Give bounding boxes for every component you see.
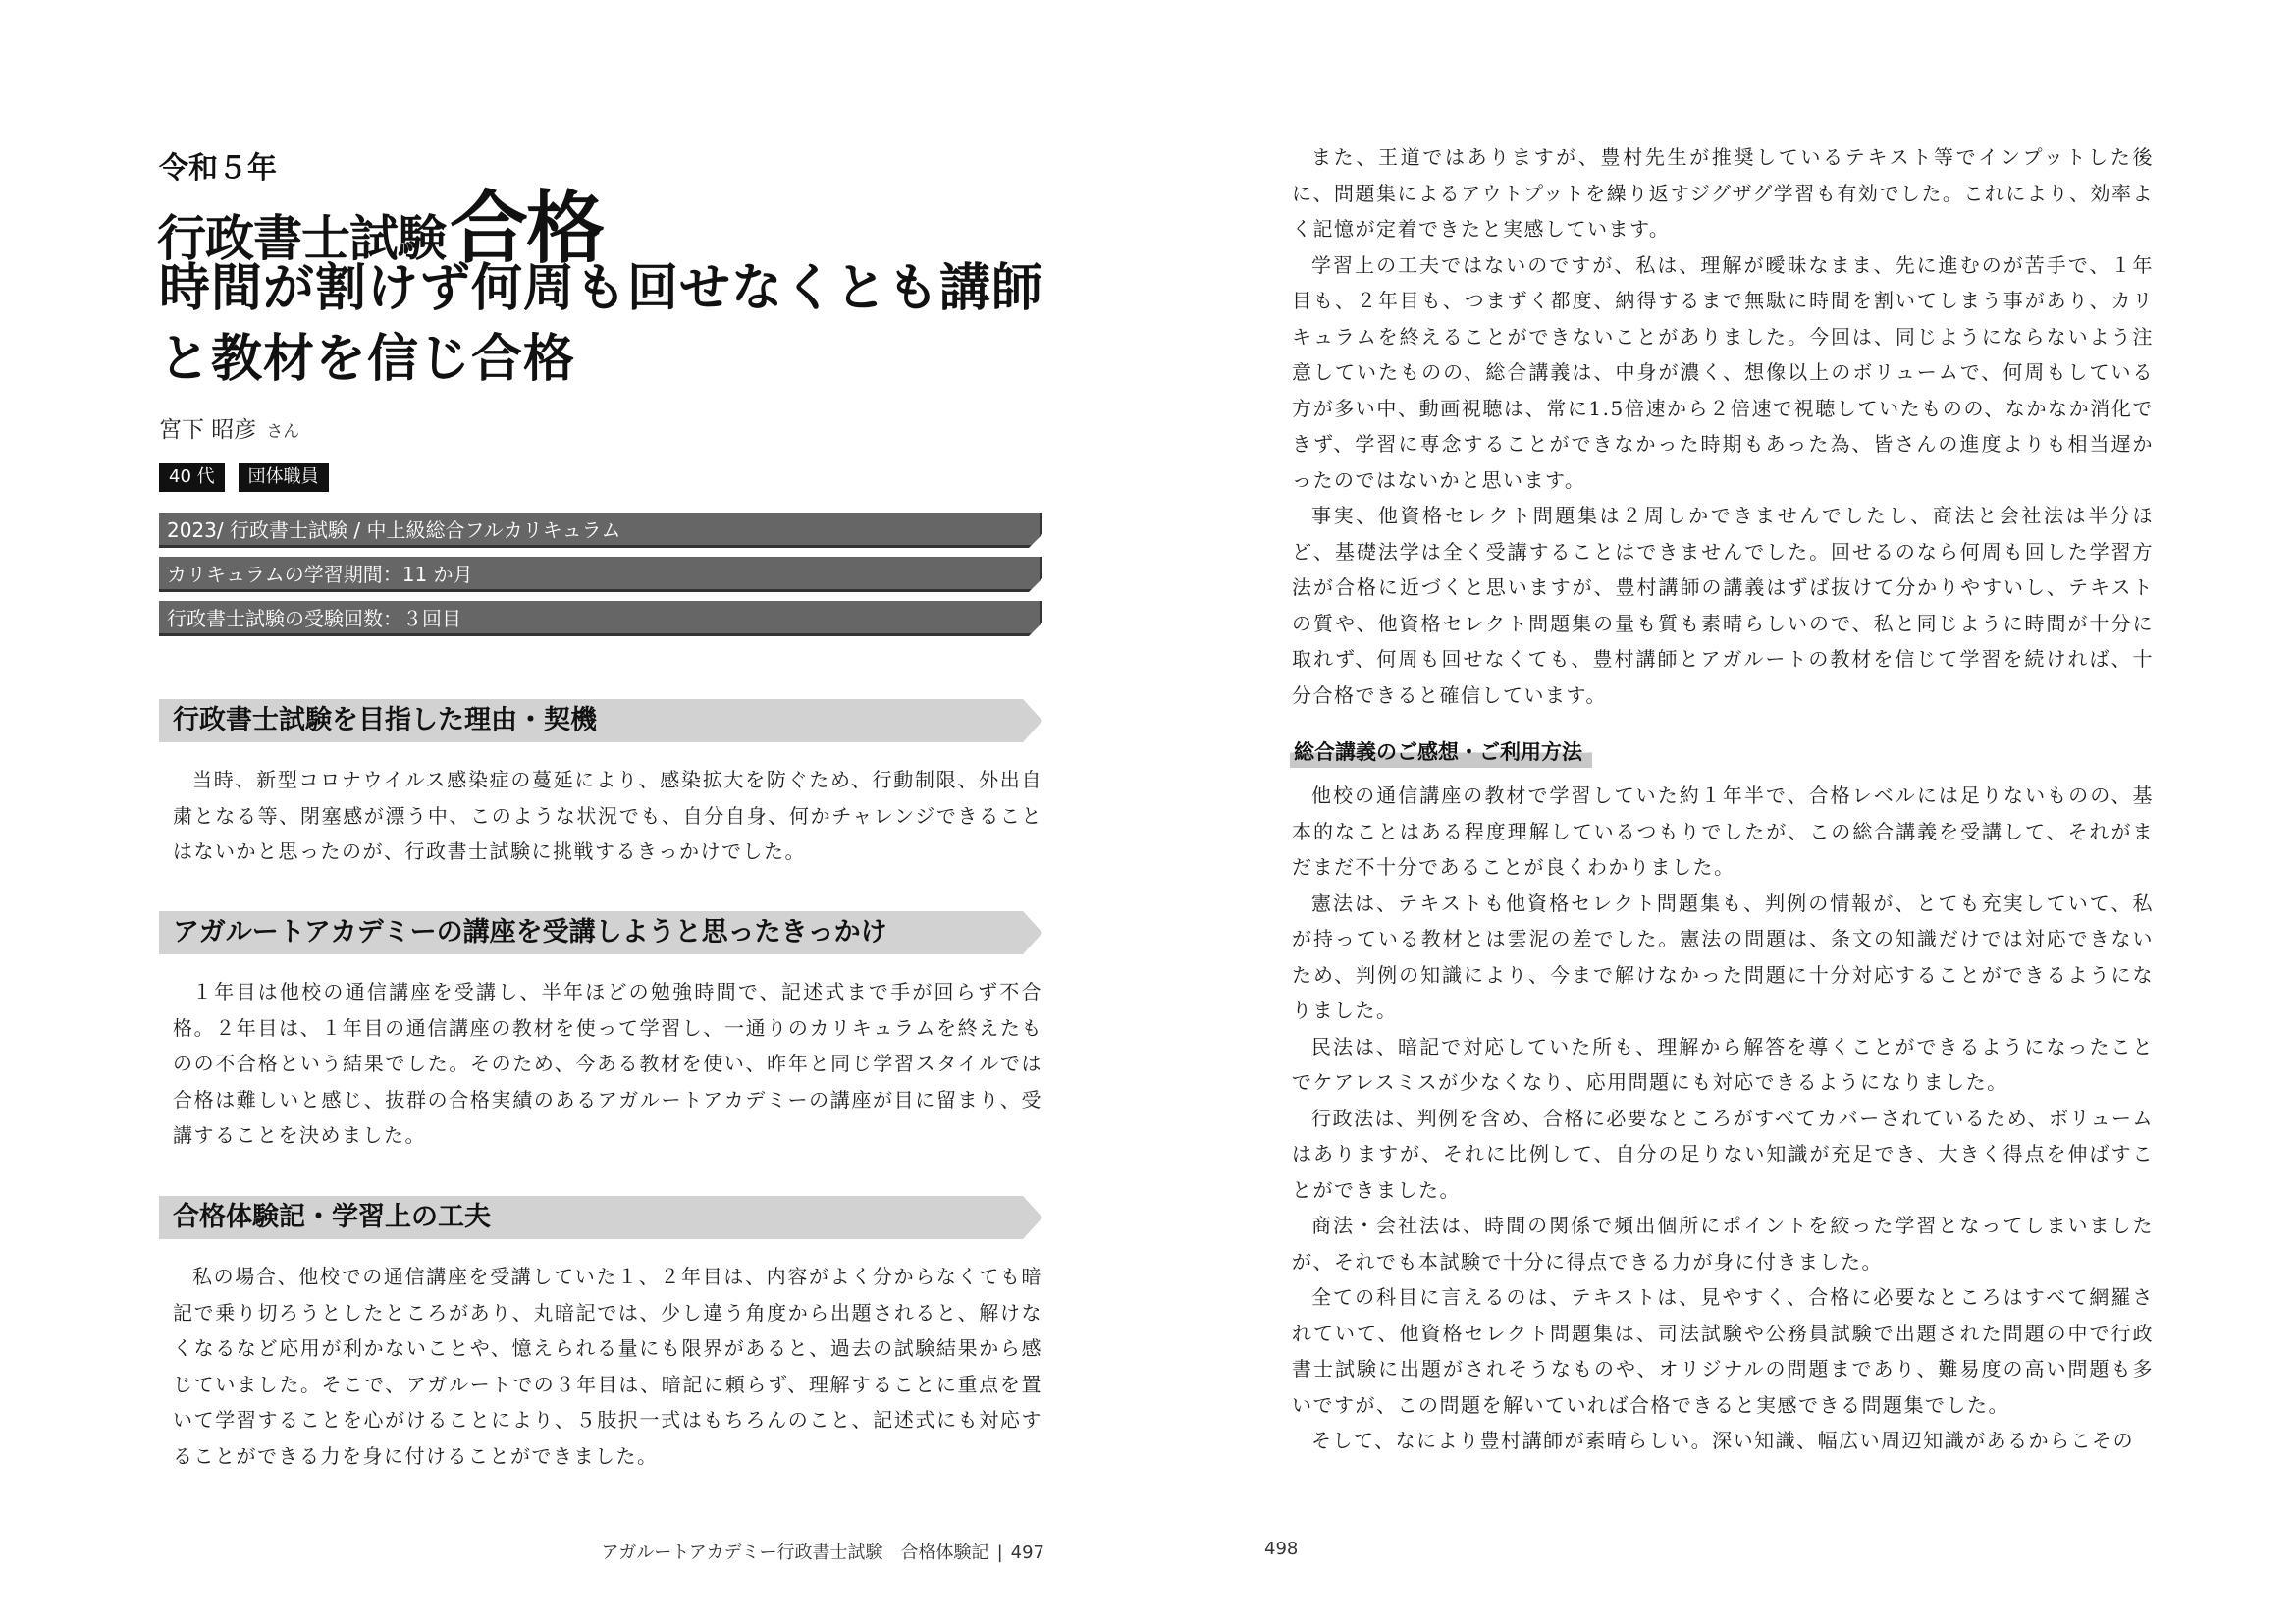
page-footer bbox=[601, 1539, 1044, 1564]
paragraph: 事実、他資格セレクト問題集は２周しかできませんでしたし、商法と会社法は半分ほど、基礎法学は全く受講することはできませんでした。回せるのなら何周も回した学習方法が合格に近づくと思いますが、豊村講師の講義はずば抜けて分かりやすいし、テキストの質や、他資格セレクト問題集の量も質も素晴らしいので、私と同じように時間が十分に取れず、何周も回せなくても、豊村講師とアガルートの教材を信じて学習を続ければ、十分合格できると確信しています。 bbox=[1292, 504, 2154, 707]
paragraph: 私の場合、他校での通信講座を受講していた１、２年目は、内容がよく分からなくても暗記で乗り切ろうとしたところがあり、丸暗記では、少し違う角度から出題されると、解けなくなるなど応用が利かないことや、憶えられる量にも限界があると、過去の試験結果から感じていました。そこで、アガルートでの３年目は、暗記に頼らず、理解することに重点を置いて学習することを心がけることにより、５肢択一式はもちろんのこと、記述式にも対応することができる力を身に付けることができました。 bbox=[173, 1265, 1042, 1468]
section-study-tips bbox=[159, 1196, 1042, 1474]
section-reason bbox=[159, 699, 1042, 870]
title-pass: 合格 bbox=[450, 183, 603, 274]
tag-occupation: 団体職員 bbox=[239, 463, 329, 492]
info-bar-course bbox=[159, 513, 1042, 548]
section-body bbox=[159, 762, 1042, 870]
title-exam-name: 行政書士試験 bbox=[157, 210, 446, 267]
section-body bbox=[159, 1259, 1042, 1474]
review-text bbox=[1292, 778, 2154, 1459]
exam-year: 令和５年 bbox=[159, 151, 277, 186]
paragraph: 当時、新型コロナウイルス感染症の蔓延により、感染拡大を防ぐため、行動制限、外出自粛となる等、閉塞感が漂う中、このような状況でも、自分自身、何かチャレンジできることはないかと思ったのが、行政書士試験に挑戦するきっかけでした。 bbox=[173, 768, 1042, 863]
info-bar-period bbox=[159, 557, 1042, 592]
headline: 時間が割けず何周も回せなくとも講師と教材を信じ合格 bbox=[159, 258, 1044, 389]
section-heading-text: アガルートアカデミーの講座を受講しようと思ったきっかけ bbox=[173, 917, 887, 947]
paragraph: 商法・会社法は、時間の関係で頻出個所にポイントを絞った学習となってしまいましたが、それでも本試験で十分に得点できる力が身に付きました。 bbox=[1292, 1214, 2154, 1273]
info-course-text: 2023/ 行政書士試験 / 中上級総合フルカリキュラム bbox=[167, 518, 621, 542]
page-number: 497 bbox=[1010, 1543, 1044, 1563]
right-page bbox=[1148, 0, 2296, 1624]
footer-title: アガルートアカデミー行政書士試験 合格体験記 bbox=[601, 1543, 989, 1563]
paragraph: 他校の通信講座の教材で学習していた約１年半で、合格レベルには足りないものの、基本的なことはある程度理解しているつもりでしたが、この総合講義を受講して、それがまだまだ不十分であることが良くわかりました。 bbox=[1292, 784, 2154, 879]
page-number: 498 bbox=[1264, 1539, 1299, 1559]
paragraph: 憲法は、テキストも他資格セレクト問題集も、判例の情報が、とても充実していて、私が持っている教材とは雲泥の差でした。憲法の問題は、条文の知識だけでは対応できないため、判例の知識により、今まで解けなかった問題に十分対応することができるようになりました。 bbox=[1292, 891, 2154, 1022]
info-bar-attempts bbox=[159, 601, 1042, 636]
intro-text bbox=[1292, 139, 2154, 713]
paragraph: そして、なにより豊村講師が素晴らしい。深い知識、幅広い周辺知識があるからこその bbox=[1311, 1429, 2135, 1452]
info-period-text: カリキュラムの学習期間：11 か月 bbox=[167, 563, 473, 586]
section-heading-text: 行政書士試験を目指した理由・契機 bbox=[173, 705, 597, 735]
author bbox=[159, 411, 299, 444]
section-heading-text: 合格体験記・学習上の工夫 bbox=[173, 1202, 491, 1232]
paragraph: 学習上の工夫ではないのですが、私は、理解が曖昧なまま、先に進むのが苦手で、１年目も、２年目も、つまずく都度、納得するまで無駄に時間を割いてしまう事があり、カリキュラムを終えることができないことがありました。今回は、同じようにならないよう注意していたものの、総合講義は、中身が濃く、想像以上のボリュームで、何周もしている方が多い中、動画視聴は、常に1.5倍速から２倍速で視聴していたものの、なかなか消化できず、学習に専念することができなかった時期もあった為、皆さんの進度よりも相当遅かったのではないかと思います。 bbox=[1292, 252, 2154, 492]
section-heading bbox=[159, 699, 1042, 742]
paragraph: また、王道ではありますが、豊村先生が推奨しているテキスト等でインプットした後に、問題集によるアウトプットを繰り返すジグザグ学習も有効でした。これにより、効率よく記憶が定着できたと実感しています。 bbox=[1292, 145, 2154, 241]
section-heading bbox=[159, 911, 1042, 954]
author-honorific: さん bbox=[266, 422, 300, 442]
paragraph: 民法は、暗記で対応していた所も、理解から解答を導くことができるようになったことでケアレスミスが少なくなり、応用問題にも対応できるようになりました。 bbox=[1292, 1034, 2154, 1094]
footer-separator: | bbox=[996, 1543, 1003, 1563]
review-section bbox=[1292, 734, 2154, 1459]
tag-age: 40 代 bbox=[159, 463, 225, 492]
course-info bbox=[159, 513, 1042, 645]
paragraph: 行政法は、判例を含め、合格に必要なところがすべてカバーされているため、ボリュームはありますが、それに比例して、自分の足りない知識が充足でき、大きく得点を伸ばすことができました。 bbox=[1292, 1106, 2154, 1202]
paragraph: 全ての科目に言えるのは、テキストは、見やすく、合格に必要なところはすべて網羅されていて、他資格セレクト問題集は、司法試験や公務員試験で出題された問題の中で行政書士試験に出題がされそうなものや、オリジナルの問題まであり、難易度の高い問題も多いですが、この問題を解いていれば合格できると実感できる問題集でした。 bbox=[1292, 1285, 2154, 1417]
info-attempts-text: 行政書士試験の受験回数：３回目 bbox=[167, 607, 461, 630]
subheading: 総合講義のご感想・ご利用方法 bbox=[1290, 734, 1592, 768]
section-heading bbox=[159, 1196, 1042, 1239]
paragraph: １年目は他校の通信講座を受講し、半年ほどの勉強時間で、記述式まで手が回らず不合格。２年目は、１年目の通信講座の教材を使って学習し、一通りのカリキュラムを終えたものの不合格という結果でした。そのため、今ある教材を使い、昨年と同じ学習スタイルでは合格は難しいと感じ、抜群の合格実績のあるアガルートアカデミーの講座が目に留まり、受講することを決めました。 bbox=[173, 980, 1042, 1147]
page-footer bbox=[1264, 1539, 1298, 1559]
section-body bbox=[159, 974, 1042, 1154]
section-why-agaroot bbox=[159, 911, 1042, 1154]
author-name: 宮下 昭彦 bbox=[159, 417, 257, 443]
profile-tags bbox=[159, 463, 329, 492]
